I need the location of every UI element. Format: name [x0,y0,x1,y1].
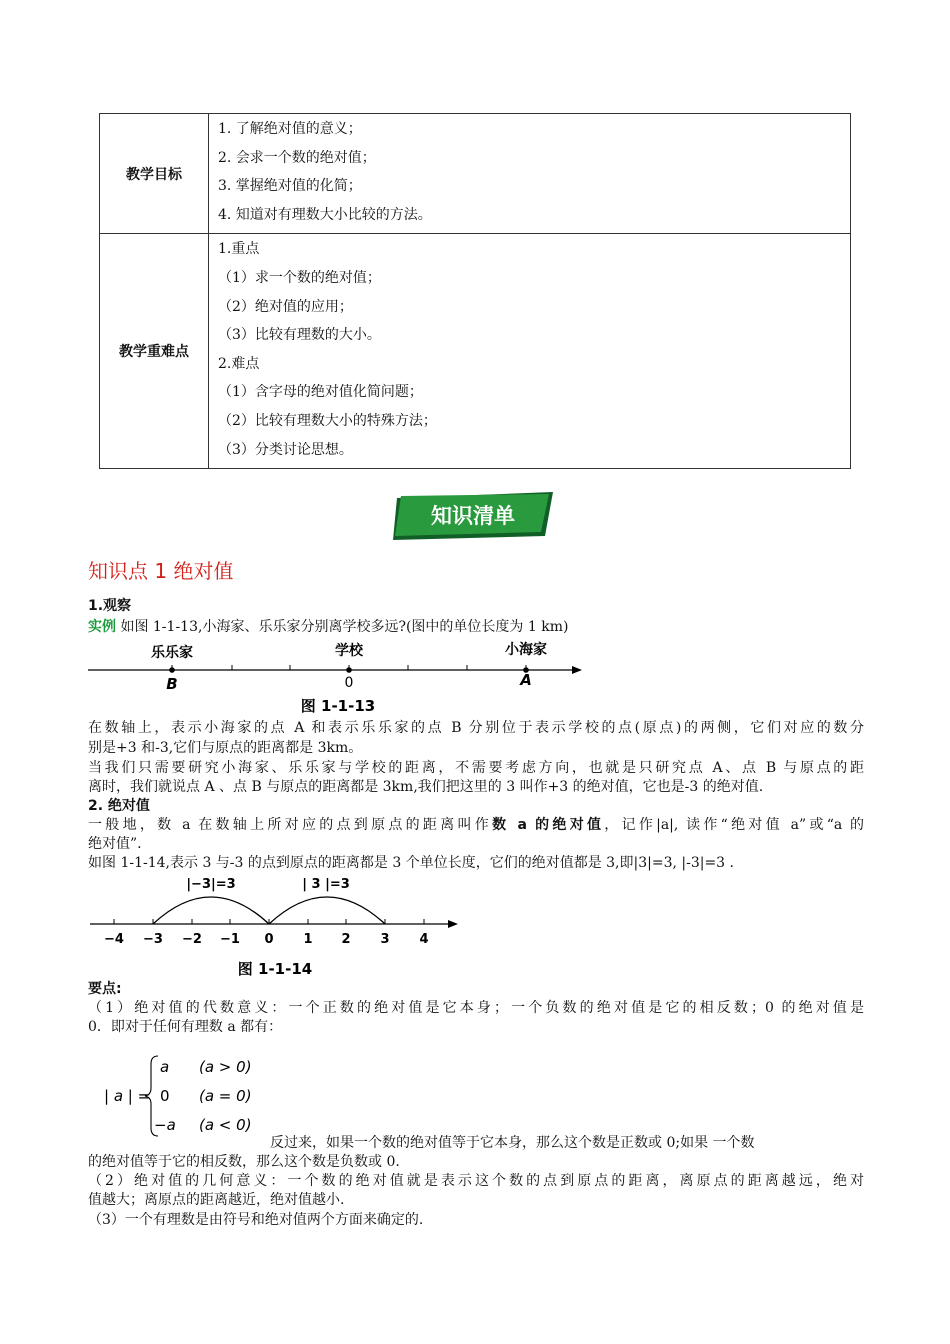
definition-text: 一般地，数 a 在数轴上所对应的点到原点的距离叫作 [88,817,493,833]
abs-heading: 2. 绝对值 [88,798,150,814]
point-line: 的绝对值等于它的相反数，那么这个数是负数或 0. [88,1154,400,1170]
tick-label: −4 [104,932,124,947]
goals-cell [209,114,851,234]
point-line: 反过来，如果一个数的绝对值等于它本身，那么这个数是正数或 0;如果 一个数 [270,1135,755,1151]
point-line: 值越大；离原点的距离越近，绝对值越小. [88,1192,345,1208]
label-xiaohai: 小海家 [505,642,547,658]
point-line: （3）一个有理数是由符号和绝对值两个方面来确定的. [88,1212,424,1228]
goal-line: 1. 了解绝对值的意义； [218,121,362,137]
point-line: （1）绝对值的代数意义：一个正数的绝对值是它本身；一个负数的绝对值是它的相反数；0 的绝对值是 [88,1000,864,1016]
objectives-table [99,113,851,469]
section-title: 知识点 1 绝对值 [88,559,234,583]
tick-label: 4 [419,932,429,947]
goal-line: 3. 掌握绝对值的化简； [218,178,362,195]
tick-label: 2 [341,932,351,947]
keypoint-line: 2.难点 [218,355,260,372]
keypoints-cell [209,234,851,469]
keypoint-line: （3）比较有理数的大小。 [218,327,381,344]
piecewise-formula [104,1050,264,1140]
paragraph-line: 在数轴上，表示小海家的点 A 和表示乐乐家的点 B 分别位于表示学校的点(原点)的两侧，它们对应的数分 [88,720,864,736]
label-lele: 乐乐家 [151,645,193,661]
case-expr: a [160,1058,170,1076]
point-zero-dot [346,667,352,673]
axis-arrow [572,666,582,674]
paragraph-line: 离时，我们就说点 A 、点 B 与原点的距离都是 3km,我们把这里的 3 叫作+3 的绝对值，它也是-3 的绝对值. [88,779,764,795]
arc-label-right: | 3 |=3 [302,877,350,892]
tick-label: 1 [303,932,313,947]
knowledge-banner [393,492,557,540]
figure-caption: 图 1-1-13 [300,697,376,715]
example-text: 如图 1-1-13,小海家、乐乐家分别离学校多远?(图中的单位长度为 1 km) [116,619,569,635]
table-row [100,114,851,234]
keypoint-line: （1）求一个数的绝对值； [218,269,381,286]
case-cond: (a < 0) [199,1116,252,1134]
points-heading: 要点: [88,981,122,997]
keypoint-line: （2）绝对值的应用； [218,298,353,315]
banner-text: 知识清单 [431,504,515,528]
case-cond: (a > 0) [199,1058,252,1076]
point-b-dot [169,667,175,673]
definition-text: ，记作|a|, 读作“绝对值 a”或“a 的 [604,817,864,833]
goal-line: 4. 知道对有理数大小比较的方法。 [218,206,432,223]
label-school: 学校 [335,643,363,659]
point-a-label: A [520,671,532,689]
keypoint-line: （3）分类讨论思想。 [218,441,353,458]
number-line-figure-1 [86,636,586,718]
case-expr: −a [154,1116,176,1134]
figure-caption: 图 1-1-14 [237,960,313,978]
point-line: 0．即对于任何有理数 a 都有： [88,1019,283,1035]
example-line [88,617,568,637]
observe-heading: 1.观察 [88,598,132,614]
definition-line: 绝对值”. [88,836,142,852]
keypoint-line: （1）含字母的绝对值化简问题； [218,384,423,401]
point-zero-label: 0 [344,675,354,691]
tick-label: −2 [182,932,202,947]
table-row [100,234,851,469]
goal-line: 2. 会求一个数的绝对值； [218,149,376,166]
arc-label-left: |−3|=3 [186,877,236,892]
example-label: 实例 [88,619,116,635]
number-line-figure-2 [86,872,466,980]
arc-left [153,897,269,924]
arc-right [269,897,385,924]
keypoint-line: （2）比较有理数大小的特殊方法； [218,412,437,429]
row-header-goals: 教学目标 [100,114,209,234]
definition-line [88,815,864,835]
tick-label: −3 [143,932,163,947]
axis-arrow [448,920,458,928]
tick-label: −1 [220,932,240,947]
formula-lhs: | a | = [104,1087,151,1105]
definition-term: 数 a 的绝对值 [492,817,605,833]
tick-label: 3 [380,932,390,947]
case-expr: 0 [160,1087,170,1105]
point-b-label: B [166,675,178,693]
example-sentence: 如图 1-1-14,表示 3 与-3 的点到原点的距离都是 3 个单位长度，它们的绝对值都是 3,即|3|=3, |-3|=3 . [88,855,734,871]
tick-label: 0 [264,932,274,947]
point-line: （2）绝对值的几何意义：一个数的绝对值就是表示这个数的点到原点的距离，离原点的距离越远，绝对 [88,1173,864,1189]
case-cond: (a = 0) [199,1087,252,1105]
row-header-keypoints: 教学重难点 [100,234,209,469]
paragraph-line: 别是+3 和-3,它们与原点的距离都是 3km。 [88,740,363,756]
keypoint-line: 1.重点 [218,241,260,258]
paragraph-line: 当我们只需要研究小海家、乐乐家与学校的距离，不需要考虑方向，也就是只研究点 A、点 B 与原点的距 [88,760,864,776]
